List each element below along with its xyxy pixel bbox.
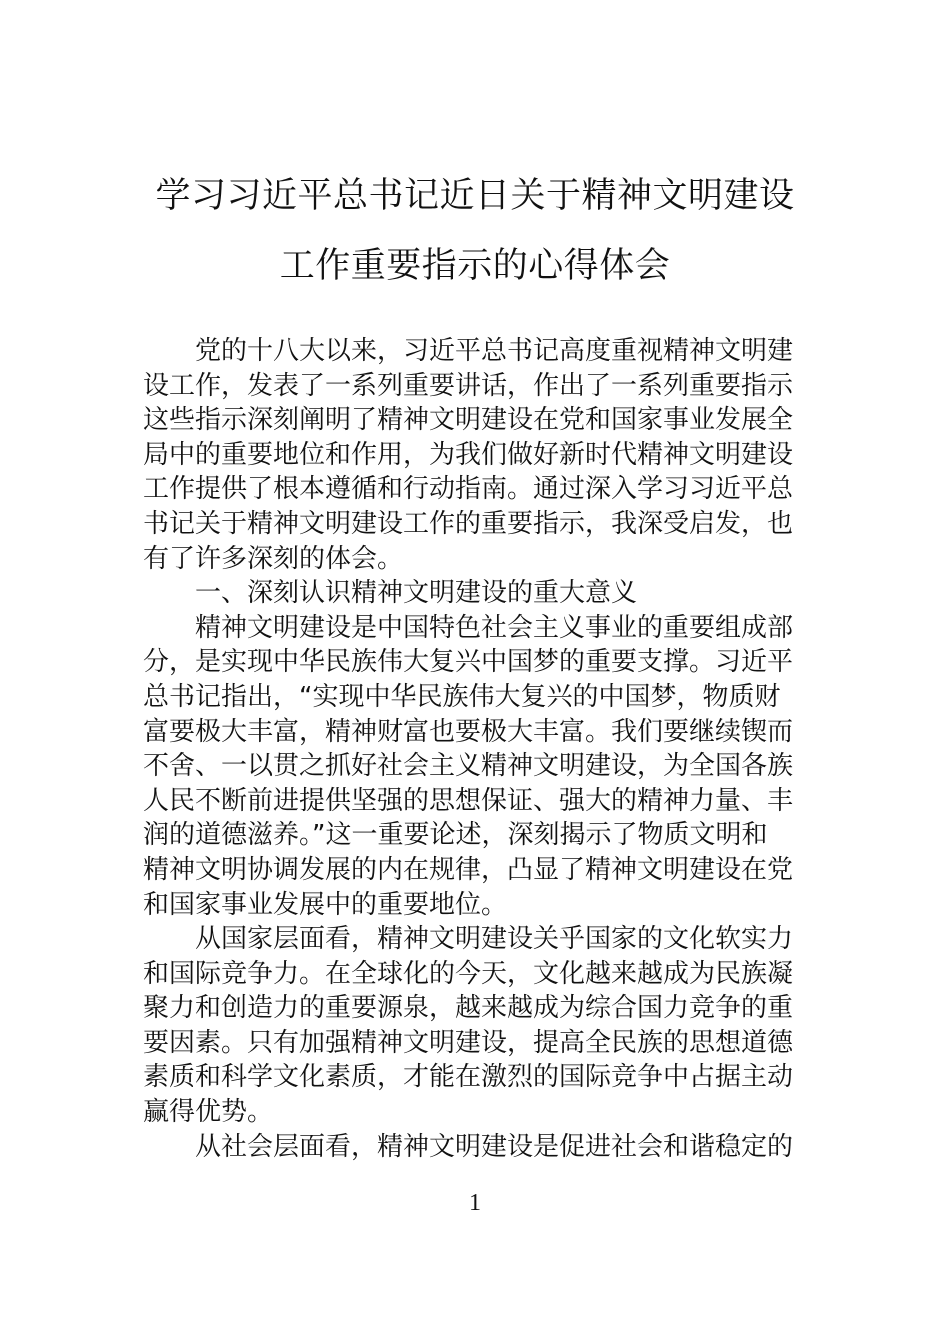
body-text-line: 一、深刻认识精神文明建设的重大意义 <box>195 578 638 609</box>
body-text-line: 这些指示深刻阐明了精神文明建设在党和国家事业发展全 <box>143 405 794 436</box>
document-title-line-1: 学习习近平总书记近日关于精神文明建设 <box>155 176 795 216</box>
body-text-line: 聚力和创造力的重要源泉，越来越成为综合国力竞争的重 <box>143 993 794 1024</box>
body-text-line: 润的道德滋养。”这一重要论述，深刻揭示了物质文明和 <box>143 820 768 851</box>
body-text-line: 和国家事业发展中的重要地位。 <box>143 889 508 920</box>
body-text-line: 工作提供了根本遵循和行动指南。通过深入学习习近平总 <box>143 474 794 505</box>
body-text-line: 设工作，发表了一系列重要讲话，作出了一系列重要指示 <box>143 370 794 401</box>
body-text-line: 有了许多深刻的体会。 <box>143 543 404 574</box>
page-number: 1 <box>469 1190 481 1216</box>
body-text-line: 分，是实现中华民族伟大复兴中国梦的重要支撑。习近平 <box>143 647 794 678</box>
document-title-line-2: 工作重要指示的心得体会 <box>279 246 671 286</box>
body-text-line: 赢得优势。 <box>143 1097 274 1128</box>
body-text-line: 精神文明建设是中国特色社会主义事业的重要组成部 <box>195 612 794 643</box>
body-text-line: 从社会层面看，精神文明建设是促进社会和谐稳定的 <box>195 1131 794 1162</box>
body-text-line: 局中的重要地位和作用，为我们做好新时代精神文明建设 <box>143 439 794 470</box>
body-text-line: 要因素。只有加强精神文明建设，提高全民族的思想道德 <box>143 1027 794 1058</box>
body-text-line: 精神文明协调发展的内在规律，凸显了精神文明建设在党 <box>143 854 794 885</box>
body-text-line: 和国际竞争力。在全球化的今天，文化越来越成为民族凝 <box>143 958 794 989</box>
body-text-line: 富要极大丰富，精神财富也要极大丰富。我们要继续锲而 <box>143 716 794 747</box>
body-text-line: 从国家层面看，精神文明建设关乎国家的文化软实力 <box>195 924 794 955</box>
body-text-line: 总书记指出，“实现中华民族伟大复兴的中国梦，物质财 <box>143 681 781 712</box>
body-text-line: 党的十八大以来，习近平总书记高度重视精神文明建 <box>195 336 794 366</box>
document-body <box>143 334 808 1164</box>
body-text-line: 人民不断前进提供坚强的思想保证、强大的精神力量、丰 <box>143 785 794 816</box>
body-text-line: 素质和科学文化素质，才能在激烈的国际竞争中占据主动 <box>143 1062 794 1093</box>
body-text-line: 不舍、一以贯之抓好社会主义精神文明建设，为全国各族 <box>143 751 794 782</box>
body-text-line: 书记关于精神文明建设工作的重要指示，我深受启发，也 <box>143 508 794 539</box>
